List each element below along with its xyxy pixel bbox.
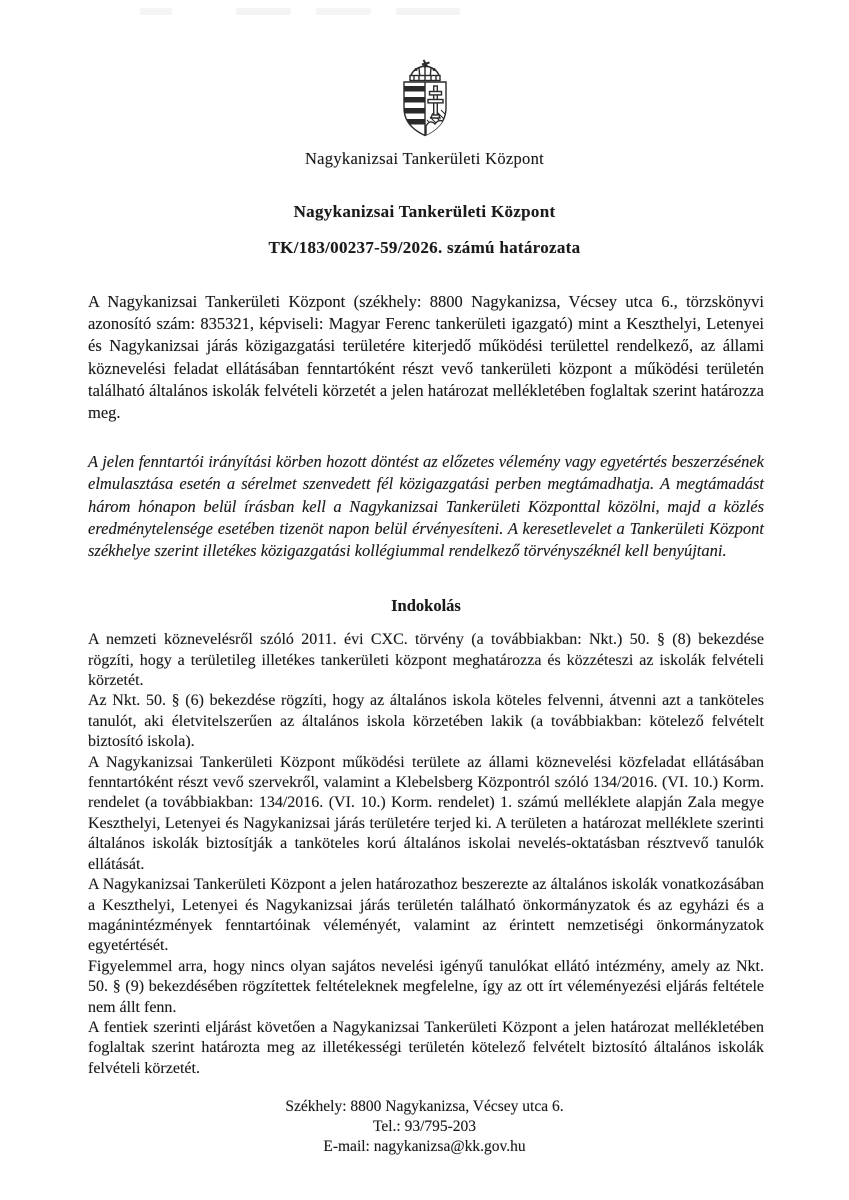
appeal-notice-paragraph: A jelen fenntartói irányítási körben hozott döntést az előzetes vélemény vagy egyetértés beszerzésének elmulasztása esetén a sérelmet szenvedett fél közigazgatási perben megtámadhatja. A megtámadást három hónapon belül írásban kell a Nagykanizsai Tankerületi Központtal közölni, majd a közlés eredménytelensége esetében tizenöt napon belül érvényesíteni. A keresetlevelet a Tankerületi Központ székhelye szerint illetékes közigazgatási kollégiummal rendelkező törvényszéknél kell benyújtani. xyxy=(88,452,764,561)
letterhead-org-name: Nagykanizsai Tankerületi Központ xyxy=(304,149,545,168)
body-paragraph: Figyelemmel arra, hogy nincs olyan sajátos nevelési igényű tanulókat ellátó intézmény, amely az Nkt. 50. § (9) bekezdésében rögzítettek feltételeknek megfelelne, így az ott írt véleményezési eljárás feltétele nem állt fenn. xyxy=(88,957,764,1016)
body-paragraph: A fentiek szerinti eljárást követően a Nagykanizsai Tankerületi Központ a jelen határozat mellékletében foglaltak szerint határozta meg az illetékességi területén kötelező felvételt biztosító általános iskolák felvételi körzetét. xyxy=(88,1018,764,1077)
document-footer xyxy=(0,1097,849,1157)
footer-phone: Tel.: 93/795-203 xyxy=(372,1118,477,1136)
document-title: Nagykanizsai Tankerületi Központ xyxy=(293,202,556,221)
body-paragraph: A nemzeti köznevelésről szóló 2011. évi CXC. törvény (a továbbiakban: Nkt.) 50. § (8) bekezdése rögzíti, hogy a területileg illetékes tankerületi központ meghatározza és közzéteszi az iskolák felvételi körzetét. xyxy=(88,631,764,690)
section-heading-indokolas: Indokolás xyxy=(391,596,461,616)
document-number: TK/183/00237-59/2026. számú határozata xyxy=(268,238,581,257)
document-body xyxy=(0,291,849,1079)
hungarian-coat-of-arms-icon xyxy=(395,58,455,138)
justification-block xyxy=(88,630,764,1079)
letterhead xyxy=(0,0,849,169)
body-paragraph: A Nagykanizsai Tankerületi Központ működési területe az állami köznevelési közfeladat ellátásában fenntartóként részt vevő szervekről, valamint a Klebelsberg Központról szóló 134/2016. (VI. 10.) Korm. rendelet (a továbbiakban: 134/2016. (VI. 10.) Korm. rendelet) 1. számú melléklete alapján Zala megye Keszthelyi, Letenyei és Nagykanizsai járás területére terjed ki. A területen a határozat melléklete szerinti általános iskolák biztosítják a tanköteles korú általános iskolai nevelés-oktatásban résztvevő tanulók ellátását. xyxy=(88,753,764,873)
footer-email: E-mail: nagykanizsa@kk.gov.hu xyxy=(323,1138,526,1156)
footer-address: Székhely: 8800 Nagykanizsa, Vécsey utca 6. xyxy=(285,1098,564,1116)
intro-paragraph: A Nagykanizsai Tankerületi Központ (székhely: 8800 Nagykanizsa, Vécsey utca 6., törzskönyvi azonosító szám: 835321, képviseli: Magyar Ferenc tankerületi igazgató) mint a Keszthelyi, Letenyei és Nagykanizsai járás közigazgatási területére kiterjedő működési területtel rendelkező, az állami köznevelési feladat ellátásában fenntartóként részt vevő tankerületi központ a működési területén található általános iskolák felvételi körzetét a jelen határozat mellékletében foglaltak szerint határozza meg. xyxy=(88,292,764,423)
body-paragraph: A Nagykanizsai Tankerületi Központ a jelen határozathoz beszerezte az általános iskolák vonatkozásában a Keszthelyi, Letenyei és Nagykanizsai járás területén található önkormányzatok és az egyházi és a magánintézmények fenntartóinak véleményét, valamint az érintett nemzetiségi önkormányzatok egyetértését. xyxy=(88,876,764,955)
scan-artifact xyxy=(140,8,460,15)
body-paragraph: Az Nkt. 50. § (6) bekezdése rögzíti, hogy az általános iskola köteles felvenni, átvenni azt a tanköteles tanulót, aki életvitelszerűen az általános iskola körzetében lakik (a továbbiakban: kötelező felvételt biztosító iskola). xyxy=(88,692,764,751)
